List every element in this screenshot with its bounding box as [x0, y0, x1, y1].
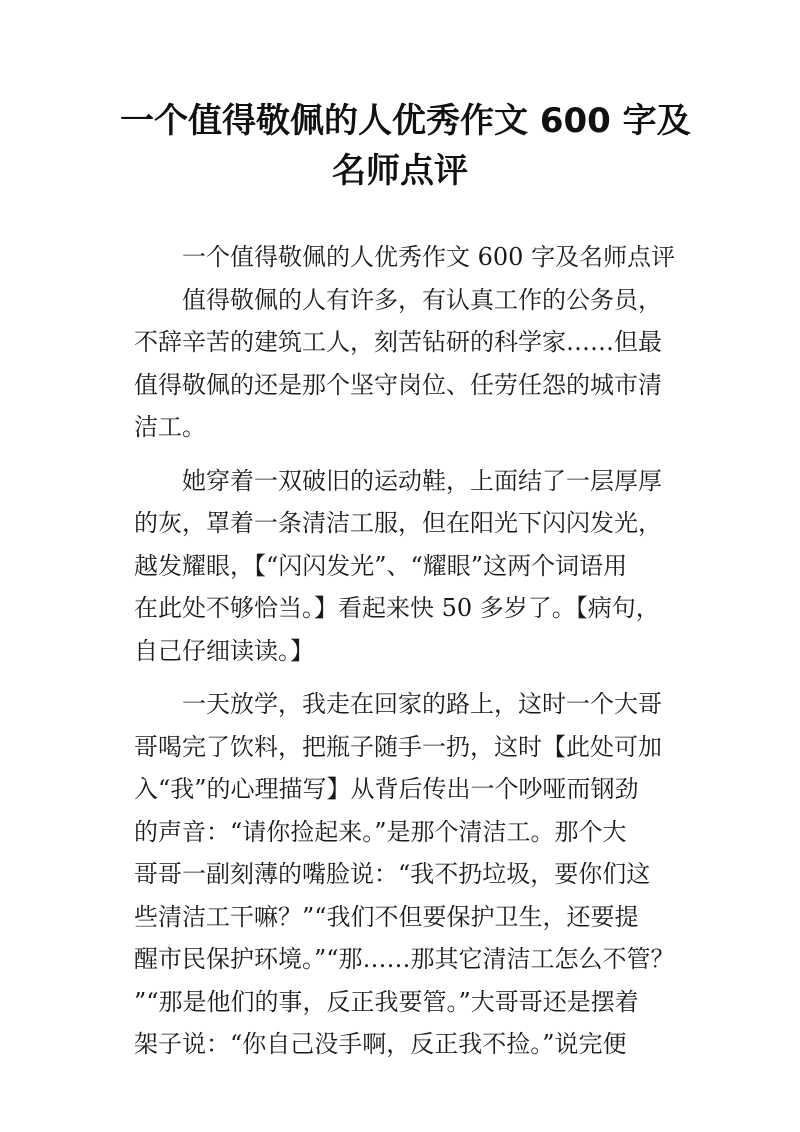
paragraph-line: 在此处不够恰当。】看起来快 50 多岁了。【病句， — [134, 594, 660, 622]
document-body — [134, 236, 694, 1066]
paragraph-line: 入“我”的心理描写】从背后传出一个吵哑而钢劲 — [134, 775, 639, 803]
paragraph-line: 哥哥一副刻薄的嘴脸说：“我不扔垃圾，要你们这 — [134, 860, 651, 888]
paragraph — [134, 236, 694, 279]
paragraph-line: 一天放学，我走在回家的路上，这时一个大哥 — [182, 690, 662, 718]
paragraph — [134, 683, 694, 1066]
paragraph-line: 醒市民保护环境。”“那……那其它清洁工怎么不管？ — [134, 945, 675, 973]
paragraph-line: 值得敬佩的人有许多，有认真工作的公务员， — [182, 285, 662, 314]
paragraph-line: 一个值得敬佩的人优秀作文 600 字及名师点评 — [182, 243, 676, 271]
paragraph-line: 她穿着一双破旧的运动鞋，上面结了一层厚厚 — [182, 466, 662, 495]
paragraph — [134, 460, 694, 673]
paragraph — [134, 279, 694, 449]
paragraph-line: ”“那是他们的事，反正我要管。”大哥哥还是摆着 — [134, 987, 639, 1016]
paragraph-line: 哥喝完了饮料，把瓶子随手一扔，这时【此处可加 — [134, 732, 662, 761]
paragraph-line: 不辞辛苦的建筑工人，刻苦钻研的科学家……但最 — [134, 328, 662, 356]
paragraph-line: 架子说：“你自己没手啊，反正我不捡。”说完便 — [134, 1030, 627, 1058]
paragraph-line: 的声音：“请你捡起来。”是那个清洁工。那个大 — [134, 817, 627, 846]
paragraph-line: 值得敬佩的还是那个坚守岗位、任劳任怨的城市清 — [134, 370, 662, 399]
paragraph-line: 的灰，罩着一条清洁工服，但在阳光下闪闪发光， — [134, 509, 662, 537]
document-title — [120, 96, 691, 196]
title-line: 一个值得敬佩的人优秀作文 600 字及 — [120, 101, 691, 141]
paragraph-line: 越发耀眼，【“闪闪发光”、“耀眼”这两个词语用 — [134, 551, 628, 580]
paragraph-line: 洁工。 — [134, 413, 206, 441]
title-line: 名师点评 — [332, 151, 468, 191]
paragraph-line: 自己仔细读读。】 — [134, 636, 314, 665]
paragraph-line: 些清洁工干嘛？”“我们不但要保护卫生，还要提 — [134, 902, 639, 931]
